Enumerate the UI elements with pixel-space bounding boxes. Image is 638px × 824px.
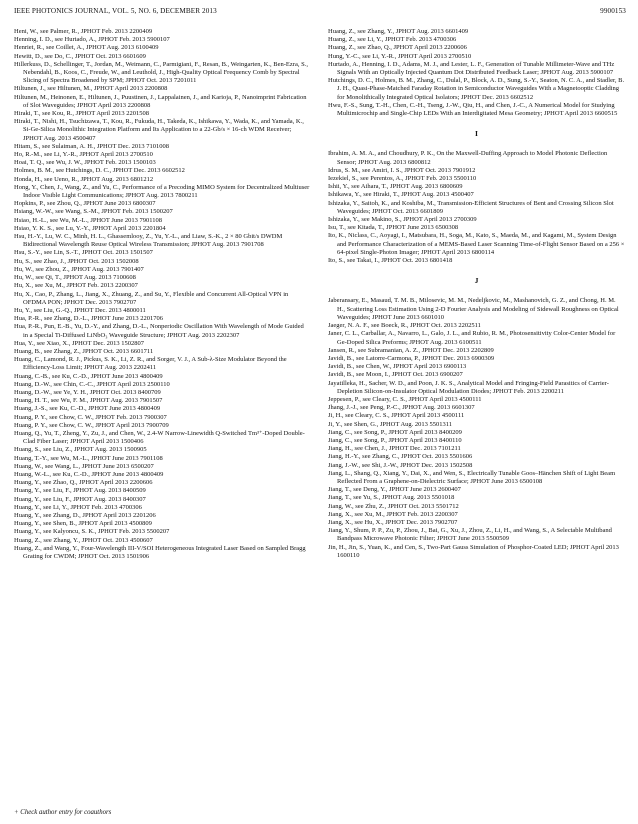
index-entry: Huang, D.-W., see Chin, C.-C., JPHOT April 2013 2500110 [14,380,170,388]
index-entry: Hiraki, T., Nishi, H., Tsuchizawa, T., Kou, R., Fukuda, H., Takeda, K., Ishikawa, Y., Wada, K., and Yamada, K., Si-Ge-Silica Monolithic Integration Platform and Its Application to a 22-Gb/s × 16-ch WDM Receiver; JPHOT Aug. 2013 4500407 [14,118,304,142]
index-entry: Jayatilleka, H., Sacher, W. D., and Poon, J. K. S., Analytical Model and Fringing-Field Parasitics of Carrier-Depletion Silicon-on-Insulator Optical Modulation Diodes; JPHOT Feb. 2013 2200211 [328,379,609,395]
index-entry: Jiang, T., see Yu, S., JPHOT Aug. 2013 5501018 [328,494,455,502]
index-entry: Huang, C., Lamond, R. J., Pickus, S. K., Li, Z. R., and Sorger, V. J., A Sub-λ-Size Modulator Beyond the Efficiency-Loss Limit; JPHOT Aug. 2013 2202411 [14,356,287,372]
index-entry: Henning, I. D., see Hurtado, A., JPHOT Feb. 2013 5900107 [14,36,170,44]
index-entry: Jiang, Y., Shum, P. P., Zu, P., Zhou, J., Bai, G., Xu, J., Zhou, Z., Li, H., and Wang, S., A Selectable Multiband Bandpass Microwave Photonic Filter; JPHOT June 2013 5500509 [328,527,612,543]
index-entry: Jiang, J.-W., see Shi, J.-W., JPHOT Dec. 2013 1502508 [328,461,473,469]
index-entry: Hurtado, A., Henning, I. D., Adams, M. J., and Lester, L. F., Generation of Tunable Millimeter-Wave and THz Signals With an Optically Injected Quantum Dot Distributed Feedback Laser; JPHOT Aug. 2013 5900107 [328,60,615,77]
index-entry: Janer, C. L., Carballar, A., Navarro, L., Galo, J. L., and Rubio, R. M., Photosensitivity Color-Center Model for Ge-Doped Silica Preforms; JPHOT Aug. 2013 6100511 [328,330,616,346]
index-entry: Ji, H., see Cleary, C. S., JPHOT April 2013 4500111 [328,412,465,420]
index-entry: Huang, B., see Zhang, Z., JPHOT Oct. 2013 6601711 [14,347,154,355]
index-entry: Ishizaka, Y., see Makino, S., JPHOT April 2013 2700309 [328,216,477,224]
index-entry: Huang, P. Y., see Chow, C. W., JPHOT Feb. 2013 7900307 [14,413,167,421]
index-entry: Ito, K., Niclass, C., Aoyagi, I., Matsubara, H., Soga, M., Kato, S., Maeda, M., and Kagami, M., System Design and Performance Characterization of a MEMS-Based Laser Scanning Time-of-Flight Sensor Based on a 256 × 64-pixel Single-Photon Imager; JPHOT April 2013 6800114 [328,232,625,256]
index-entry: Huang, Y., see Zhang, D., JPHOT April 2013 2201206 [14,511,156,519]
index-entry: Huang, Z., and Wang, Y., Four-Wavelength III-V/SOI Heterogeneous Integrated Laser Based on Sampled Bragg Grating for CWDM; JPHOT Oct. 2013 1501906 [14,544,306,560]
index-entry: Hsiang, W.-W., see Wang, S.-M., JPHOT Feb. 2013 1500207 [14,208,173,216]
page-number: 9900153 [600,7,626,15]
index-entry: Huang, Y., see Kalyoncu, S. K., JPHOT Feb. 2013 5500207 [14,528,170,536]
index-entry: Ito, S., see Takai, I., JPHOT Oct. 2013 6801418 [328,257,453,265]
index-entry: Jansen, R., see Subramanian, A. Z., JPHOT Dec. 2013 2202809 [328,346,494,354]
index-entry: Hitam, S., see Sulaiman, A. H., JPHOT Dec. 2013 7101008 [14,142,169,150]
index-entry: Jaeger, N. A. F., see Boeck, R., JPHOT Oct. 2013 2202511 [328,322,481,330]
index-entry: Huang, C.-B., see Ku, C.-D., JPHOT June 2013 4800409 [14,372,163,380]
index-entry: Jiang, C., see Song, P., JPHOT April 2013 8400209 [328,428,462,436]
index-entry: Huang, J.-S., see Ku, C.-D., JPHOT June 2013 4800409 [14,405,161,413]
index-entry: Jiang, X., see Hu, X., JPHOT Dec. 2013 7902707 [328,518,458,526]
index-entry: Huang, Z., see Zhang, Y., JPHOT Oct. 2013 4500607 [14,536,153,544]
index-entry: Hu, X., Cao, P., Zhang, L., Jiang, X., Zhuang, Z., and Su, Y., Flexible and Concurrent All-Optical VPN in OFDMA PON; JPHOT Dec. 2013 7902707 [14,290,289,306]
index-entry: Jiang, H.-Y., see Zhang, C., JPHOT Oct. 2013 5501606 [328,453,473,461]
index-entry: Hu, W., see Qi, T., JPHOT Aug. 2013 7100608 [14,274,136,282]
index-entry: Huang, T.-Y., see Wu, M.-L., JPHOT June 2013 7901108 [14,454,163,462]
index-entry: Javidi, B., see Chen, W., JPHOT April 2013 6900113 [328,363,467,371]
index-entry: Hsiao, Y. K. S., see Lu, Y.-Y., JPHOT April 2013 2201804 [14,224,166,232]
index-entry: Jhang, J.-J., see Peng, P.-C., JPHOT Aug. 2013 6601307 [328,404,475,412]
index-entry: Huang, Y., see Zhao, Q., JPHOT April 2013 2200606 [14,479,153,487]
index-column-left [14,28,310,561]
index-entry: Hewitt, D., see Do, C., JPHOT Oct. 2013 6601609 [14,52,146,60]
index-column-right [328,28,625,560]
index-entry: Holmes, B. M., see Hutchings, D. C., JPHOT Dec. 2013 6602512 [14,167,185,175]
index-entry: Hsu, H.-Y., Lu, W. C., Minh, H. L., Ghassemlooy, Z., Yu, Y.-L., and Liaw, S.-K., 2 × 80 Gbit/s DWDM Bidirectional Wavelength Reuse Optical Wireless Transmission; JPHOT Aug. 2013 7901708 [14,233,283,249]
index-entry: Jiang, L., Shang, Q., Xiang, Y., Dai, X., and Wen, S., Electrically Tunable Goos–Hänchen Shift of Light Beam Reflected From a Graphene-on-Dielectric Surface; JPHOT June 2013 6500108 [328,469,616,485]
index-entry: Heni, W., see Palmer, R., JPHOT Feb. 2013 2200409 [14,28,153,35]
index-entry: Huang, H. T., see Wu, F. M., JPHOT Aug. 2013 7901507 [14,397,163,405]
index-entry: Hong, Y., Chen, J., Wang, Z., and Yu, C., Performance of a Precoding MIMO System for Decentralized Multiuser Indoor Visible Light Communications; JPHOT Aug. 2013 7800211 [14,183,310,200]
index-entry: Ibrahim, A. M. A., and Choudhury, P. K., On the Maxwell-Duffing Approach to Model Photonic Deflection Sensor; JPHOT Aug. 2013 6800812 [328,150,608,166]
index-entry: Javidi, B., see Moon, I., JPHOT Oct. 2013 6900207 [328,371,463,379]
index-entry: Huang, Y., see Liu, F., JPHOT Aug. 2013 8400307 [14,495,146,503]
index-entry: Jiang, X., see Xu, M., JPHOT Feb. 2013 2200307 [328,510,458,518]
index-entry: Hsu, S.-Y., see Lin, S.-T., JPHOT Oct. 2013 1501507 [14,249,153,257]
index-entry: Huang, Y., see Liu, F., JPHOT Aug. 2013 8400509 [14,487,146,495]
index-entry: Jin, H., Jin, S., Yuan, K., and Cen, S., Two-Part Gauss Simulation of Phosphor-Coated LED; JPHOT April 2013 1600110 [328,543,619,559]
index-entry: Jiang, T., see Deng, Y., JPHOT June 2013 2600407 [328,486,461,494]
index-entry: Ishikawa, Y., see Hiraki, T., JPHOT Aug. 2013 4500407 [328,191,474,199]
index-entry: Hua, Y., see Xiao, X., JPHOT Dec. 2013 1502807 [14,339,145,347]
index-entry: Hutchings, D. C., Holmes, B. M., Zhang, C., Dulal, P., Block, A. D., Sung, S.-Y., Seaton, N. C. A., and Stadler, B. J. H., Quasi-Phase-Matched Faraday Rotation in Semiconductor Waveguides With a Magnetooptic Cladding for Monolithically Integrated Optical Isolators; JPHOT Dec. 2013 6602512 [328,77,625,101]
index-entry: Hu, X., see Xu, M., JPHOT Feb. 2013 2200307 [14,282,138,290]
index-entry: Idrus, S. M., see Amiri, I. S., JPHOT Oct. 2013 7901912 [328,166,476,174]
index-entry: Ji, Y., see Shen, G., JPHOT Aug. 2013 5501311 [328,420,453,428]
index-entry: Huang, Z., see Li, Y., JPHOT Feb. 2013 4700306 [328,36,457,44]
index-entry: Ishizaka, Y., Saitoh, K., and Koshiba, M., Transmission-Efficient Structures of Bent and Crossing Silicon Slot Waveguides; JPHOT Oct. 2013 6601809 [328,199,614,215]
index-entry: Huang, Y., see Shen, B., JPHOT April 2013 4500809 [14,520,152,528]
index-entry: Honda, H., see Ueno, R., JPHOT Aug. 2013 6801212 [14,175,154,183]
index-entry: Hung, Y.-C., see Li, Y.-R., JPHOT April 2013 2700510 [328,52,472,60]
index-entry: Huang, D.-W., see Ye, Y. H., JPHOT Oct. 2013 8400709 [14,388,161,396]
index-entry: Jaberansary, E., Masaud, T. M. B., Milosevic, M. M., Nedeljkovic, M., Mashanovich, G. Z., and Chong, H. M. H., Scattering Loss Estimation Using 2-D Fourier Analysis and Modeling of Sidewall Roughness on Optical Waveguides; JPHOT June 2013 6601010 [328,297,619,321]
index-entry: Jiang, W., see Zhu, Z., JPHOT Oct. 2013 5501712 [328,502,459,510]
index-entry: Huang, Y., see Li, Y., JPHOT Feb. 2013 4700306 [14,503,142,511]
index-entry: Jiang, H., see Chen, J., JPHOT Dec. 2013 7101211 [328,445,461,453]
index-entry: Henriet, R., see Coillet, A., JPHOT Aug. 2013 6100409 [14,44,159,52]
index-entry: Hsiao, H.-L., see Wu, M.-L., JPHOT June 2013 7901108 [14,216,163,224]
index-entry: Huang, Z., see Zhang, Y., JPHOT Aug. 2013 6601409 [328,28,469,35]
index-entry: Hwu, F.-S., Sung, T.-H., Chen, C.-H., Tseng, J.-W., Qiu, H., and Chen, J.-C., A Numerical Model for Studying Multimicrochip and Single-Chip LEDs With an Interdigitated Mesa Geometry; JPHOT April 2013 6600515 [328,101,618,118]
index-entry: Ishii, Y., see Aihara, T., JPHOT Aug. 2013 6800609 [328,183,463,191]
index-entry: Jiang, C., see Song, P., JPHOT April 2013 8400110 [328,436,462,444]
index-entry: Isu, T., see Kitada, T., JPHOT June 2013 6500308 [328,224,459,232]
index-entry: Huang, P. Y., see Chow, C. W., JPHOT April 2013 7900709 [14,421,169,429]
index-entry: Hu, Y., see Liu, G.-Q., JPHOT Dec. 2013 4800011 [14,306,146,314]
index-entry: Huang, Q., Yu, T., Zheng, Y., Zu, J., and Chen, W., 2.4-W Narrow-Linewidth Q-Switched Tm³⁺-Doped Double-Clad Fiber Laser; JPHOT April 2013 1500406 [14,429,305,446]
index-entry: Hillerkuss, D., Schellinger, T., Jordan, M., Weimann, C., Parmigiani, F., Resan, B., Weingarten, K., Ben-Ezra, S., Nebendahl, B., Koos, C., Freude, W., and Leuthold, J., High-Quality Optical Frequency Comb by Spectral Slicing of Spectra Broadened by SPM; JPHOT Oct. 2013 7201011 [14,60,308,85]
index-entry: Jeppesen, P., see Cleary, C. S., JPHOT April 2013 4500111 [328,395,482,403]
section-letter: J [474,276,479,286]
page-header [14,7,626,17]
index-entry: Javidi, B., see Latorre-Carmona, P., JPHOT Dec. 2013 6900309 [328,354,495,362]
index-entry: Huang, Z., see Zhao, Q., JPHOT April 2013 2200606 [328,44,467,52]
index-entry: Hoai, T. Q., see Wu, J. W., JPHOT Feb. 2013 1500103 [14,159,156,167]
index-entry: Hu, W., see Zhou, Z., JPHOT Aug. 2013 7901407 [14,265,144,273]
footnote: + Check author entry for coauthors [14,809,112,816]
journal-running-head: IEEE PHOTONICS JOURNAL, VOL. 5, NO. 6, DECEMBER 2013 [14,7,217,15]
index-entry: Huang, S., see Liu, Z., JPHOT Aug. 2013 1500905 [14,446,147,454]
index-entry: Iezekiel, S., see Perentos, A., JPHOT Feb. 2013 5500110 [328,175,477,183]
index-entry: Huang, W.-L., see Ku, C.-D., JPHOT June 2013 4800409 [14,470,164,478]
index-entry: Hiltunen, M., Heinonen, E., Hiltunen, J., Puustinen, J., Lappalainen, J., and Karioja, P., Nanoimprint Fabrication of Slot Waveguides; JPHOT April 2013 2200808 [14,93,307,109]
index-entry: Hiltunen, J., see Hiltunen, M., JPHOT April 2013 2200808 [14,85,168,93]
section-letter: I [475,129,478,139]
index-entry: Hopkins, P., see Zhou, Q., JPHOT June 2013 6800307 [14,200,156,208]
index-entry: Ho, R.-M., see Li, Y.-R., JPHOT April 2013 2700510 [14,151,153,159]
index-entry: Hiraki, T., see Kou, R., JPHOT April 2013 2201508 [14,110,150,118]
index-entry: Hua, P.-R., Pun, E.-B., Yu, D.-Y., and Zhang, D.-L., Nonperiodic Oscillation With Wavelength of Mode Guided in a Special Ti-Diffused LiNbO₃ Waveguide Structure; JPHOT Aug. 2013 2202307 [14,323,304,339]
index-entry: Hu, S., see Zhao, J., JPHOT Oct. 2013 1502008 [14,257,139,265]
index-entry: Hua, P.-R., see Zhang, D.-L., JPHOT June 2013 2201706 [14,315,164,323]
index-entry: Huang, W., see Wang, L., JPHOT June 2013 6500207 [14,462,154,470]
